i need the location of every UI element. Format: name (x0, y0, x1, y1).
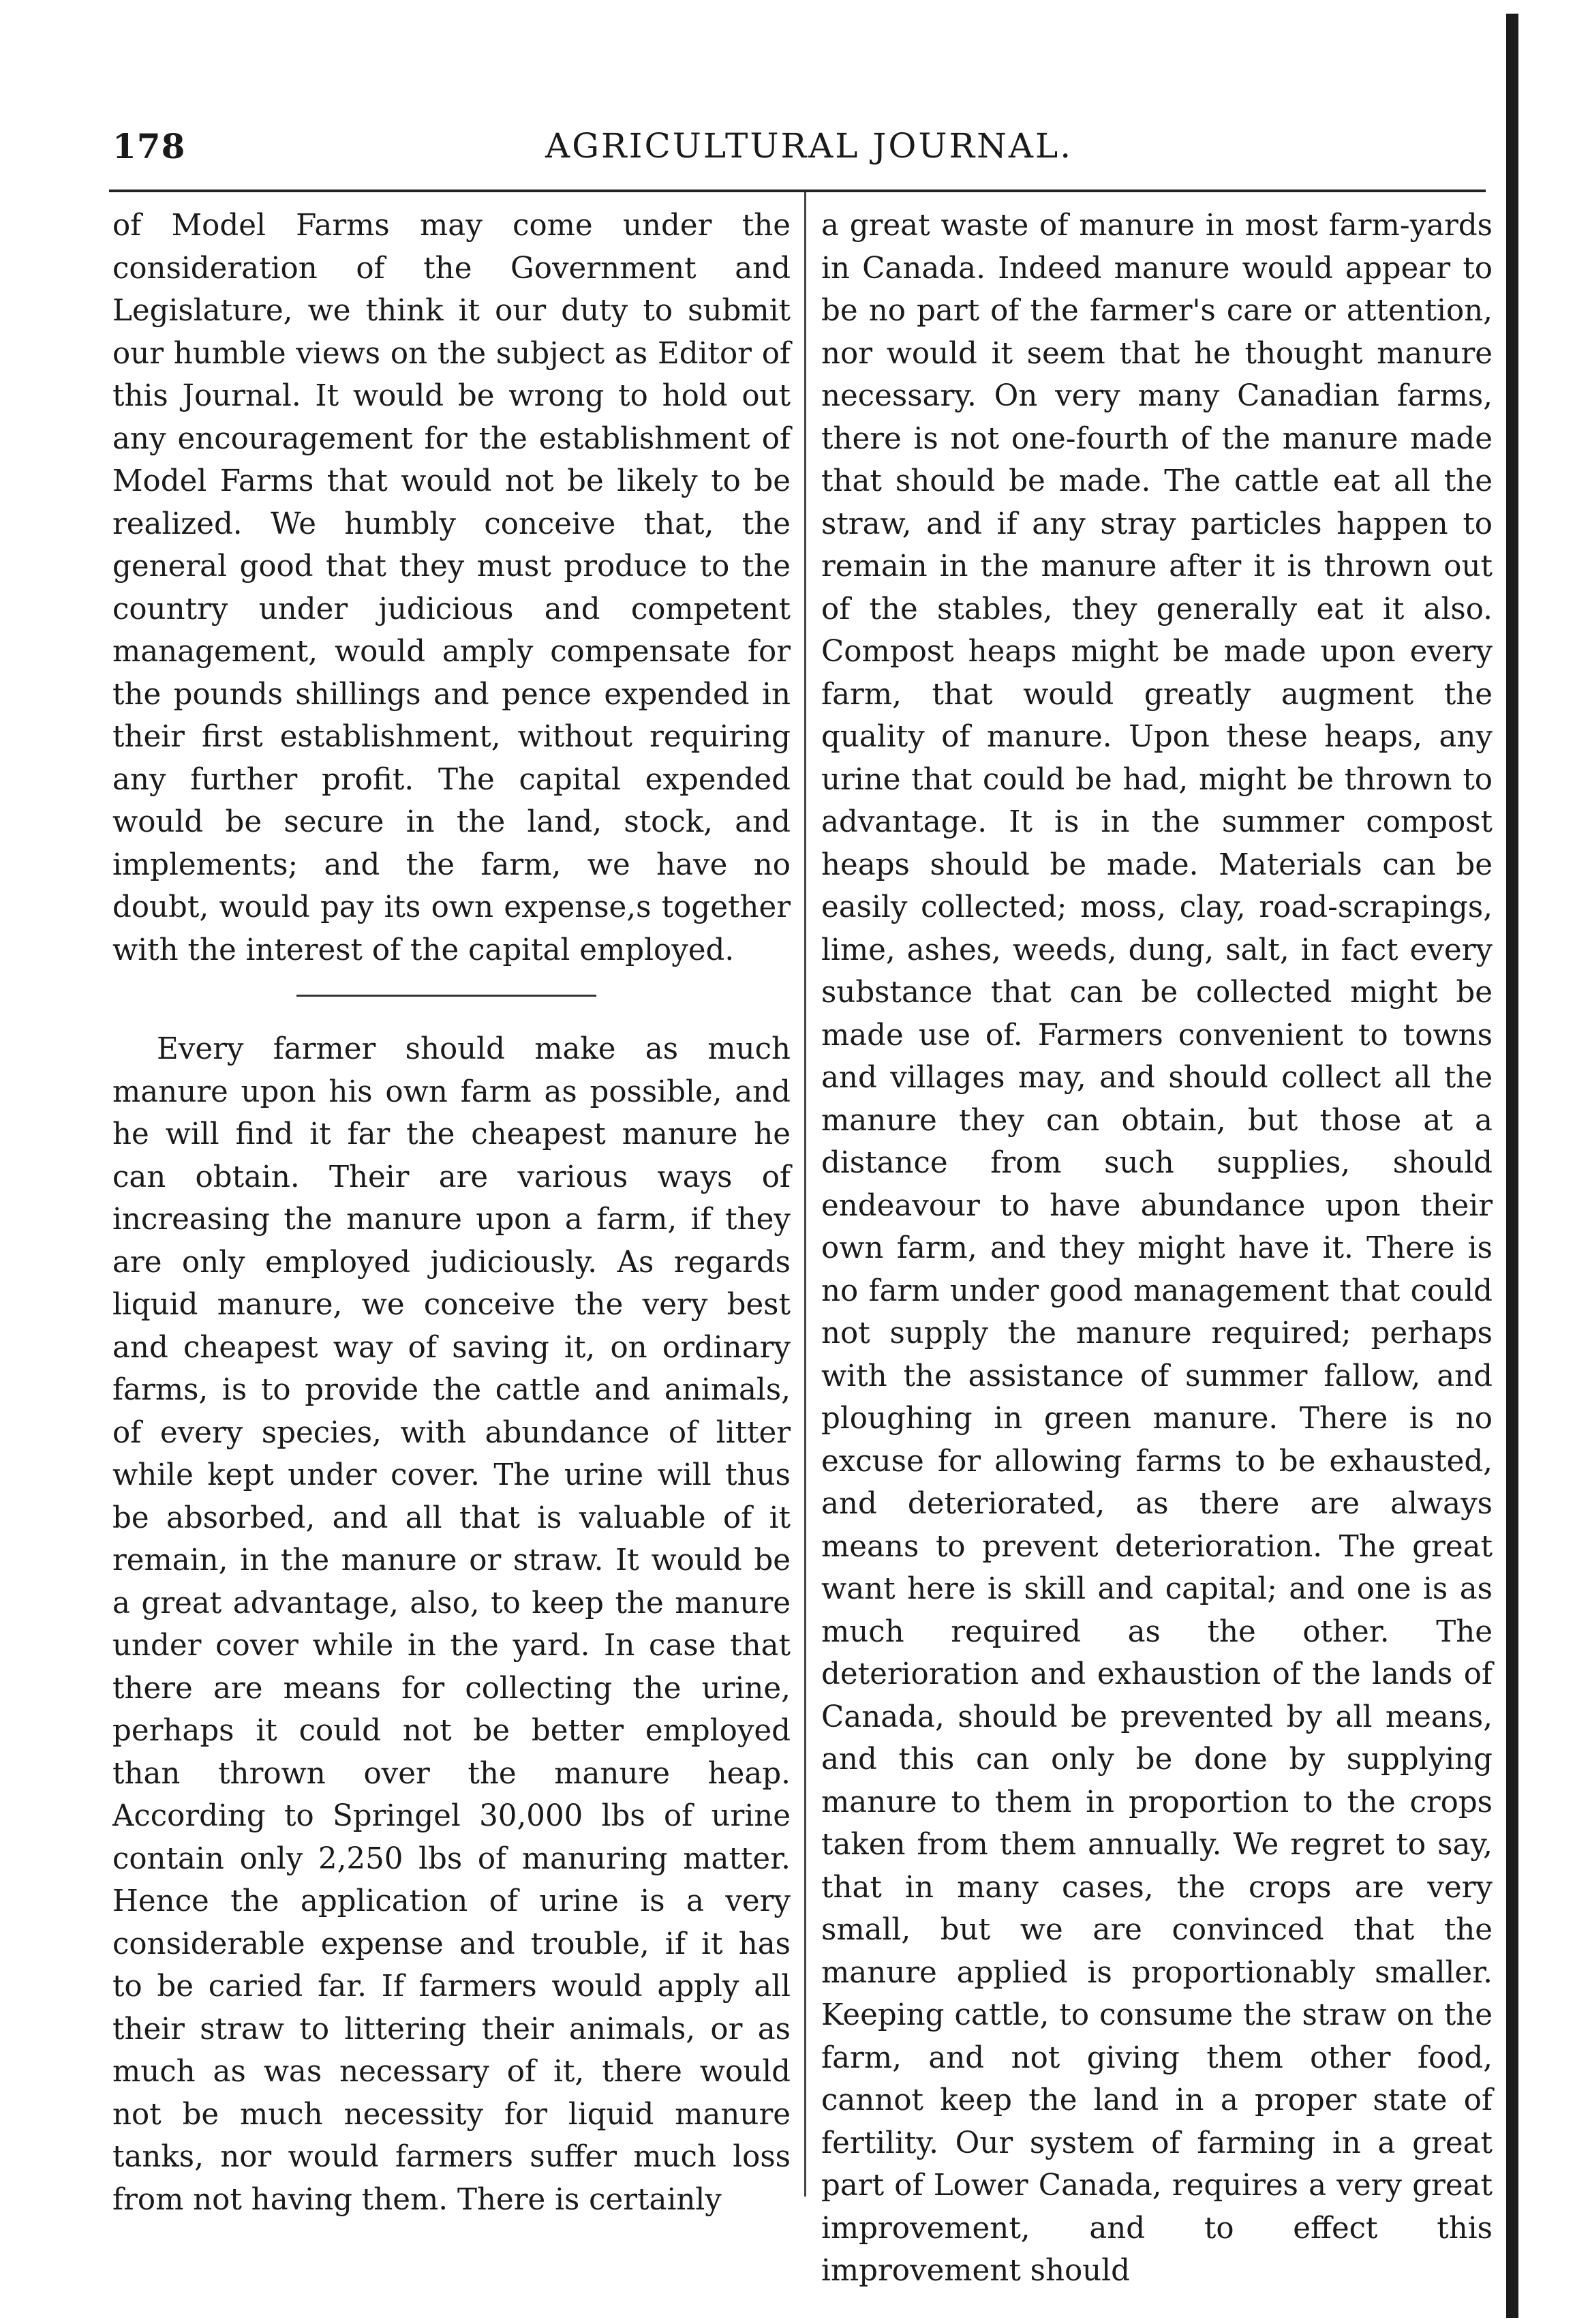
page-header (102, 126, 1465, 174)
running-title: AGRICULTURAL JOURNAL. (545, 126, 1073, 166)
section-separator (296, 995, 596, 997)
right-column (821, 205, 1493, 2293)
column-divider (804, 192, 806, 2197)
header-rule (109, 190, 1486, 192)
left-column (112, 205, 791, 2221)
paragraph-manure: Every farmer should make as much manure upon his own farm as possible, and he will find it far the cheapest manure he can obtain. Their are various ways of increasing the manure upon a farm, if they are only employed judiciously. As regards liquid manure, we conceive the very best and cheapest way of saving it, on ordinary farms, is to provide the cattle and animals, of every species, with abundance of litter while kept under cover. The urine will thus be absorbed, and all that is valuable of it remain, in the manure or straw. It would be a great advantage, also, to keep the manure under cover while in the yard. In case that there are means for collecting the urine, perhaps it could not be better employed than thrown over the manure heap. According to Springel 30,000 lbs of urine contain only 2,250 lbs of manuring matter. Hence the application of urine is a very considerable expense and trouble, if it has to be caried far. If farmers would apply all their straw to littering their animals, or as much as was necessary of it, there would not be much necessity for liquid manure tanks, nor would farmers suffer much loss from not having them. There is certainly (112, 1032, 791, 2217)
page-edge-shadow (1506, 14, 1518, 2318)
paragraph-manure-continued: a great waste of manure in most farm-yards in Canada. Indeed manure would appear to be no part of the farmer's care or attention, nor would it seem that he thought manure necessary. On very many Canadian farms, there is not one-fourth of the manure made that should be made. The cattle eat all the straw, and if any stray particles happen to remain in the manure after it is thrown out of the stables, they generally eat it also. Compost heaps might be made upon every farm, that would greatly augment the quality of manure. Upon these heaps, any urine that could be had, might be thrown to advantage. It is in the summer compost heaps should be made. Materials can be easily collected; moss, clay, road-scrapings, lime, ashes, weeds, dung, salt, in fact every substance that can be collected might be made use of. Farmers convenient to towns and villages may, and should collect all the manure they can obtain, but those at a distance from such supplies, should endeavour to have abundance upon their own farm, and they might have it. There is no farm under good management that could not supply the manure required; perhaps with the assistance of summer fallow, and ploughing in green manure. There is no excuse for allowing farms to be exhausted, and deteriorated, as there are always means to prevent deterioration. The great want here is skill and capital; and one is as much required as the other. The deterioration and exhaustion of the lands of Canada, should be prevented by all means, and this can only be done by supplying manure to them in proportion to the crops taken from them annually. We regret to say, that in many cases, the crops are very small, but we are convinced that the manure applied is proportionably smaller. Keeping cattle, to consume the straw on the farm, and not giving them other food, cannot keep the land in a proper state of fertility. Our system of farming in a great part of Lower Canada, requires a very great improvement, and to effect this improvement should (821, 209, 1493, 2288)
paragraph-model-farms: of Model Farms may come under the consideration of the Government and Legislature, we think it our duty to submit our humble views on the subject as Editor of this Journal. It would be wrong to hold out any encouragement for the establishment of Model Farms that would not be likely to be realized. We humbly conceive that, the general good that they must produce to the country under judicious and competent management, would amply compensate for the pounds shillings and pence expended in their first establishment, without requiring any further profit. The capital expended would be secure in the land, stock, and implements; and the farm, we have no doubt, would pay its own expense,s together with the interest of the capital employed. (112, 209, 791, 967)
page-number: 178 (112, 126, 186, 166)
